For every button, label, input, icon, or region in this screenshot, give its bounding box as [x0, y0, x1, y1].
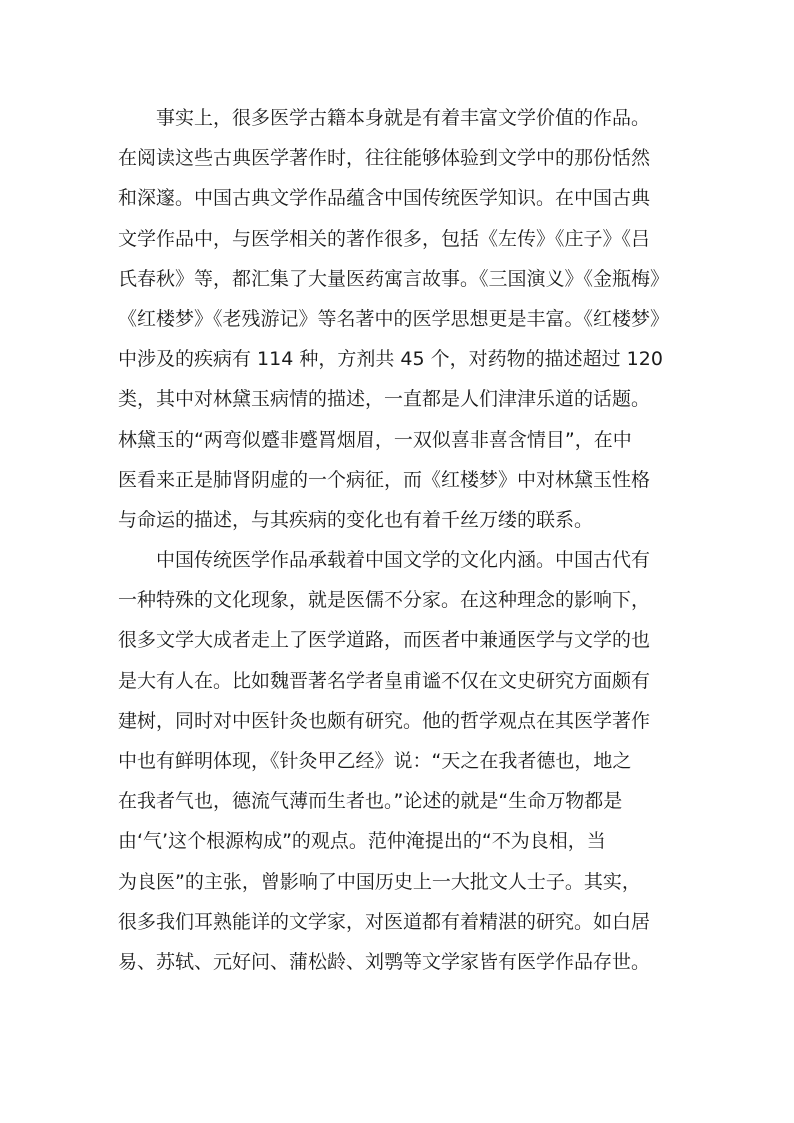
text-line: 易、苏轼、元好问、蒲松龄、刘鹗等文学家皆有医学作品存世。: [118, 950, 651, 973]
text-line: 医看来正是肺肾阴虚的一个病征，而《红楼梦》中对林黛玉性格: [118, 468, 651, 491]
text-line: 文学作品中，与医学相关的著作很多，包括《左传》《庄子》《吕: [118, 227, 651, 250]
text-line: 很多文学大成者走上了医学道路，而医者中兼通医学与文学的也: [118, 629, 651, 652]
text-line: 事实上，很多医学古籍本身就是有着丰富文学价值的作品。: [156, 107, 651, 129]
text-line: 一种特殊的文化现象，就是医儒不分家。在这种理念的影响下，: [118, 589, 651, 612]
text-line: 中也有鲜明体现，《针灸甲乙经》说：“天之在我者德也，地之: [118, 750, 632, 772]
text-line: 和深邃。中国古典文学作品蕴含中国传统医学知识。在中国古典: [118, 187, 651, 210]
text-line: 建树，同时对中医针灸也颇有研究。他的哲学观点在其医学著作: [118, 709, 651, 732]
body-text: [118, 98, 693, 982]
text-line: 为良医”的主张，曾影响了中国历史上一大批文人士子。其实，: [118, 870, 641, 893]
text-line: 氏春秋》等，都汇集了大量医药寓言故事。《三国演义》《金瓶梅》: [118, 267, 670, 290]
text-line: 在阅读这些古典医学著作时，往往能够体验到文学中的那份恬然: [118, 147, 651, 170]
text-line: 类，其中对林黛玉病情的描述，一直都是人们津津乐道的话题。: [118, 388, 651, 411]
paragraph-2: [118, 540, 693, 982]
text-line: 很多我们耳熟能详的文学家，对医道都有着精湛的研究。如白居: [118, 910, 651, 933]
text-line: 中涉及的疾病有 114 种，方剂共 45 个，对药物的描述超过 120: [118, 348, 663, 371]
text-line: 中国传统医学作品承载着中国文学的文化内涵。中国古代有: [156, 549, 651, 572]
text-line: 在我者气也，德流气薄而生者也。”论述的就是“生命万物都是: [118, 790, 623, 813]
paragraph-1: [118, 98, 693, 540]
text-line: 林黛玉的“两弯似蹙非蹙罥烟眉，一双似喜非喜含情目”，在中: [118, 428, 632, 451]
text-line: 《红楼梦》《老残游记》等名著中的医学思想更是丰富。《红楼梦》: [118, 307, 670, 330]
text-line: 与命运的描述，与其疾病的变化也有着千丝万缕的联系。: [118, 508, 594, 531]
text-line: 是大有人在。比如魏晋著名学者皇甫谧不仅在文史研究方面颇有: [118, 669, 651, 692]
text-line: 由‘气’这个根源构成”的观点。范仲淹提出的“不为良相，当: [118, 830, 606, 853]
